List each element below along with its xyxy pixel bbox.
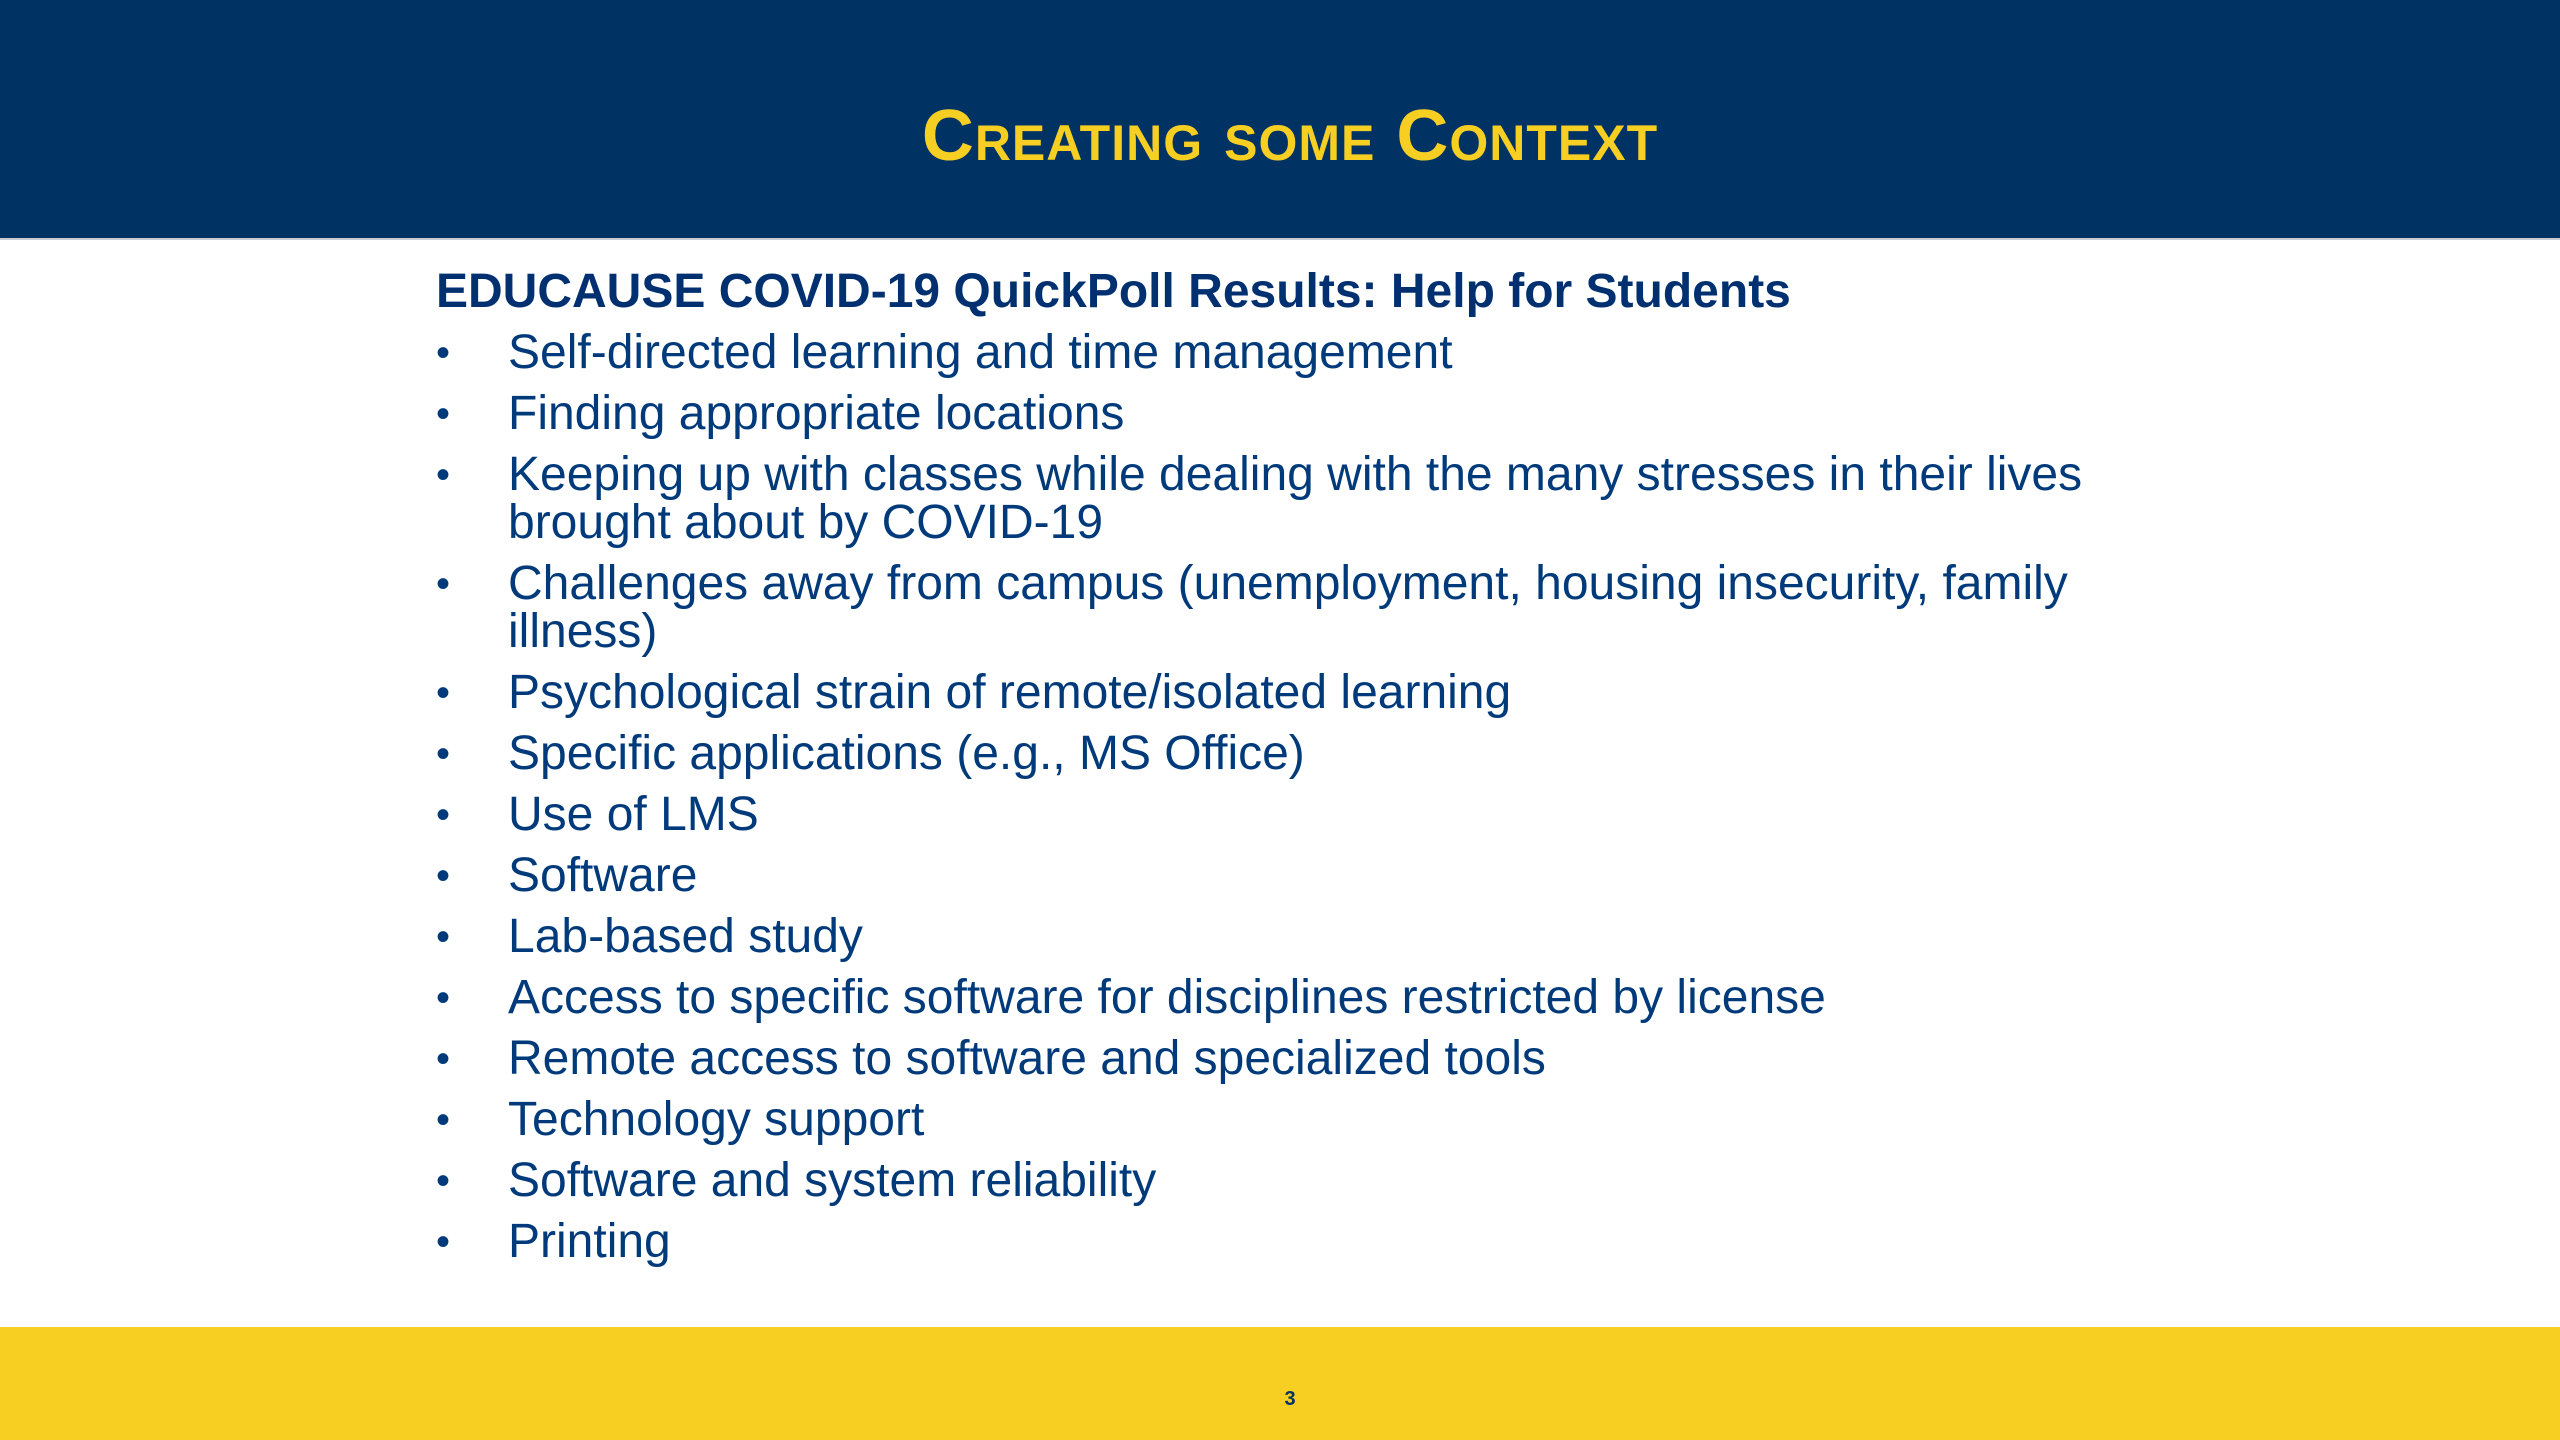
bullet-item: • Self-directed learning and time management <box>436 323 2136 384</box>
page-number: 3 <box>1284 1388 1296 1410</box>
bullet-item: • Software and system reliability <box>436 1151 2136 1212</box>
bullet-item: • Challenges away from campus (unemployment, housing insecurity, family illness) <box>436 554 2136 663</box>
subtitle: EDUCAUSE COVID-19 QuickPoll Results: Help for Students <box>436 265 1791 318</box>
bullet-item: • Lab-based study <box>436 907 2136 968</box>
bullet-item: • Printing <box>436 1212 2136 1273</box>
bullet-item: • Use of LMS <box>436 785 2136 846</box>
footer-band <box>0 1327 2560 1440</box>
bullet-item: • Keeping up with classes while dealing with the many stresses in their lives brought about by COVID-19 <box>436 445 2136 554</box>
bullet-item: • Technology support <box>436 1090 2136 1151</box>
bullet-item: • Software <box>436 846 2136 907</box>
content-area <box>436 262 2136 1273</box>
bullet-item: • Psychological strain of remote/isolated learning <box>436 663 2136 724</box>
bullet-item: • Remote access to software and specialized tools <box>436 1029 2136 1090</box>
bullet-item: • Access to specific software for disciplines restricted by license <box>436 968 2136 1029</box>
bullet-list <box>436 323 2136 1273</box>
bullet-item: • Finding appropriate locations <box>436 384 2136 445</box>
bullet-item: • Specific applications (e.g., MS Office) <box>436 724 2136 785</box>
slide-title: Creating some Context <box>921 96 1659 176</box>
